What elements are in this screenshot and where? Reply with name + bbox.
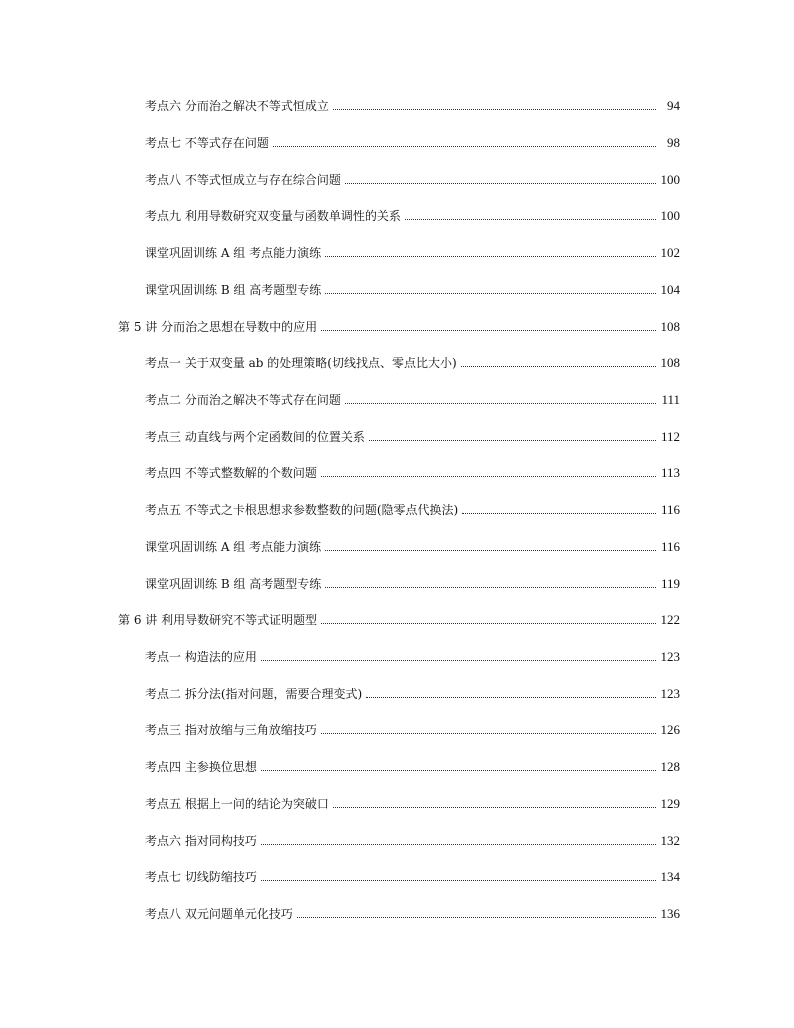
toc-page-number: 112 [660,429,680,444]
toc-entry[interactable] [145,717,680,737]
dot-leader [325,256,656,257]
toc-entry-title: 考点二 分而治之解决不等式存在问题 [145,393,341,407]
toc-entry-title: 考点七 切线防缩技巧 [145,870,257,884]
toc-entry[interactable] [145,350,680,370]
toc-entry-title: 课堂巩固训练 A 组 考点能力演练 [145,540,322,554]
toc-entry-title: 课堂巩固训练 B 组 高考题型专练 [145,283,322,297]
toc-entry[interactable] [145,424,680,444]
dot-leader [261,770,656,771]
toc-entry[interactable] [145,571,680,591]
toc-page-number: 98 [667,135,680,150]
toc-entry[interactable] [145,93,680,113]
toc-page-number: 102 [660,245,680,260]
toc-page-number: 136 [660,906,680,921]
toc-page-number: 100 [660,172,680,187]
dot-leader [321,476,656,477]
toc-entry-title: 考点八 不等式恒成立与存在综合问题 [145,173,341,187]
dot-leader [261,844,656,845]
dot-leader [333,109,656,110]
toc-entry-title: 考点五 根据上一问的结论为突破口 [145,797,329,811]
dot-leader [333,807,656,808]
toc-page-number: 116 [660,502,680,517]
toc-page-number: 122 [660,612,680,627]
toc-entry-title: 考点七 不等式存在问题 [145,136,269,150]
toc-entry[interactable] [145,240,680,260]
toc-chapter-entry[interactable] [118,607,680,627]
toc-entry[interactable] [145,828,680,848]
toc-entry-title: 考点三 动直线与两个定函数间的位置关系 [145,430,365,444]
dot-leader [325,587,656,588]
dot-leader [405,219,656,220]
toc-entry[interactable] [145,387,680,407]
toc-page-number: 132 [660,833,680,848]
toc-page-number: 111 [661,392,680,407]
toc-page-number: 94 [667,98,680,113]
toc-chapter-title: 第 6 讲 利用导数研究不等式证明题型 [118,613,318,627]
toc-entry-title: 考点三 指对放缩与三角放缩技巧 [145,723,317,737]
dot-leader [321,733,656,734]
dot-leader [369,440,656,441]
toc-entry[interactable] [145,644,680,664]
toc-entry-title: 考点九 利用导数研究双变量与函数单调性的关系 [145,209,401,223]
dot-leader [321,330,656,331]
toc-entry-title: 课堂巩固训练 B 组 高考题型专练 [145,577,322,591]
toc-entry-title: 考点五 不等式之卡根思想求参数整数的问题(隐零点代换法) [145,503,459,517]
toc-page-number: 108 [660,355,680,370]
toc-entry[interactable] [145,791,680,811]
toc-page-number: 126 [660,722,680,737]
toc-chapter-title: 第 5 讲 分而治之思想在导数中的应用 [118,320,318,334]
toc-page-number: 134 [660,869,680,884]
toc-page-number: 108 [660,319,680,334]
dot-leader [325,550,656,551]
toc-page-number: 116 [660,539,680,554]
toc-entry-title: 考点四 不等式整数解的个数问题 [145,466,317,480]
toc-page-number: 129 [660,796,680,811]
toc-entry-title: 考点一 关于双变量 ab 的处理策略(切线找点、零点比大小) [145,356,457,370]
toc-entry-title: 考点二 拆分法(指对问题，需要合理变式) [145,687,363,701]
toc-page-number: 100 [660,208,680,223]
toc-page-number: 104 [660,282,680,297]
toc-entry[interactable] [145,864,680,884]
toc-entry[interactable] [145,901,680,921]
toc-entry-title: 考点八 双元问题单元化技巧 [145,907,293,921]
toc-entry-title: 考点四 主参换位思想 [145,760,257,774]
dot-leader [261,880,656,881]
dot-leader [273,146,656,147]
toc-page-number: 128 [660,759,680,774]
toc-entry-title: 考点六 指对同构技巧 [145,834,257,848]
toc-entry[interactable] [145,460,680,480]
dot-leader [321,623,656,624]
dot-leader [297,917,656,918]
toc-page-number: 113 [660,465,680,480]
toc-entry-title: 课堂巩固训练 A 组 考点能力演练 [145,246,322,260]
toc-entry[interactable] [145,754,680,774]
dot-leader [345,183,656,184]
toc-entry[interactable] [145,534,680,554]
toc-entry[interactable] [145,203,680,223]
dot-leader [345,403,656,404]
toc-entry[interactable] [145,277,680,297]
toc-entry[interactable] [145,130,680,150]
toc-page-number: 123 [660,649,680,664]
toc-entry-title: 考点六 分而治之解决不等式恒成立 [145,99,329,113]
dot-leader [366,697,656,698]
toc-entry[interactable] [145,497,680,517]
toc-page-number: 119 [660,576,680,591]
toc-chapter-entry[interactable] [118,314,680,334]
dot-leader [325,293,656,294]
toc-page-number: 123 [660,686,680,701]
dot-leader [261,660,656,661]
dot-leader [461,366,656,367]
toc-entry[interactable] [145,167,680,187]
dot-leader [462,513,656,514]
toc-entry[interactable] [145,681,680,701]
toc-entry-title: 考点一 构造法的应用 [145,650,257,664]
